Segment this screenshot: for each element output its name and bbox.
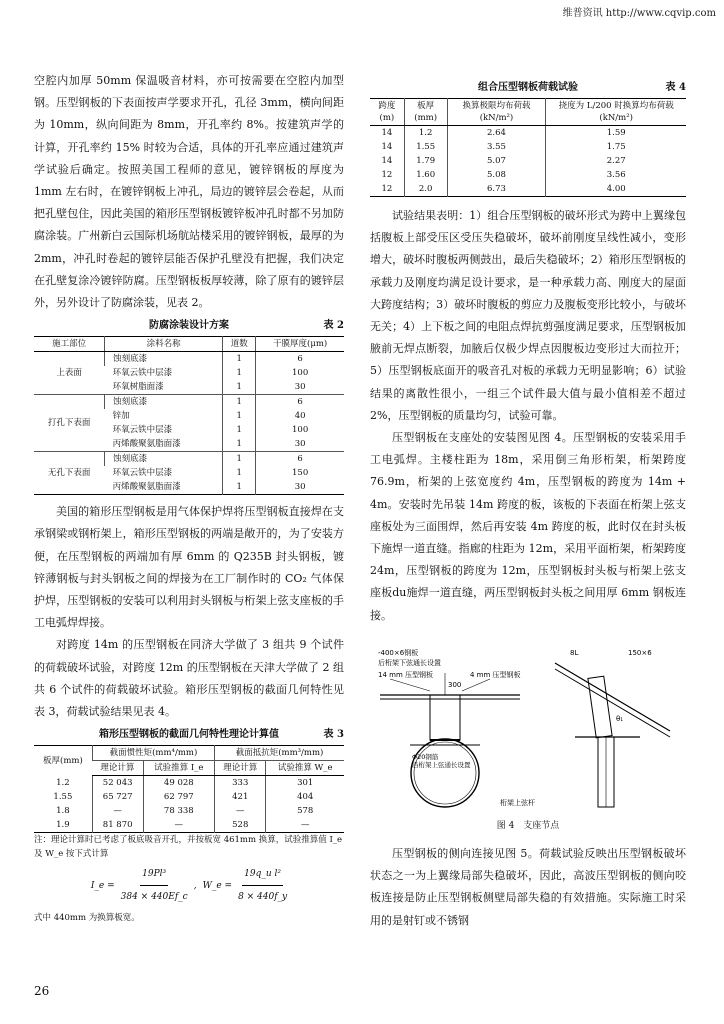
formula-ie-den: 384 × 440Ef_c	[120, 892, 188, 903]
table-row	[34, 452, 344, 467]
table2-cell: 1	[223, 395, 256, 410]
table3-caption	[34, 727, 344, 743]
formula-we-fraction	[238, 863, 287, 908]
table3-group-header: 截面抵抗矩(mm³/mm)	[215, 746, 344, 761]
table3-cell: —	[266, 818, 344, 833]
table3-title: 箱形压型钢板的截面几何特性理论计算值	[99, 729, 279, 741]
table2-cell: 1	[223, 437, 256, 452]
left-paragraph-2: 美国的箱形压型钢板是用气体保护焊将压型钢板直接焊在支承钢梁或钢桁架上，箱形压型钢板的两端是敞开的，为了安装方便，在压型钢板的两端加有厚 6mm 的 Q235B 封头钢板，镀锌薄钢板与封头钢板之间的焊接为在工厂制作时的 CO₂ 气体保护焊，压型钢板的安装可以利用封头钢板与桁架上弦支座板的手工电弧焊焊接。	[34, 505, 344, 630]
table4-cell: 2.0	[404, 182, 447, 197]
table4-cell: 2.27	[546, 154, 686, 168]
table3-cell: 1.2	[56, 778, 70, 789]
table2-cell: 锌加	[112, 411, 130, 422]
table3-cell: 578	[266, 804, 344, 818]
fig-label-top2: 后桁架下弦通长设置	[378, 658, 441, 667]
table4-title: 组合压型钢板荷载试验	[478, 82, 578, 93]
left-paragraph-1: 空腔内加厚 50mm 保温吸音材料，亦可按需要在空腔内加型钢。压型钢板的下表面按声学要求开孔，孔径 3mm，横向间距为 10mm，纵向间距为 8mm，开孔率约 8%。按建筑声学的计算，开孔率约 15% 时较为合适，具体的开孔率应通过建筑声学试验后确定。按照美国工程师的意见，镀锌钢板的厚度为 1mm 左右时，在镀锌钢板上冲孔，局边的镀锌层会卷起，从而把孔壁包住，因此美国的箱形压型钢板镀锌板冲孔时都不另加防腐涂装。广州新白云国际机场航站楼采用的镀锌钢板，最厚的为 2mm，冲孔时卷起的镀锌层能否保护孔壁没有把握，我们决定在孔壁复涂冷镀锌防腐。压型钢板板厚较薄，除了原有的镀锌层外，另外设计了防腐涂装，见表 2。	[34, 74, 344, 310]
table4-header: 挠度为 L/200 时换算均布荷载(kN/m²)	[546, 99, 686, 126]
fig-label-pipe2: 沿桁架上弦通长设置	[412, 760, 471, 769]
fig-label-theta: θ₁	[616, 714, 624, 723]
table4-cell: 12	[381, 170, 393, 180]
table3-note: 注：理论计算时已考虑了板底吸音开孔，并按板宽 461mm 换算，试验推算值 I_e 及 W_e 按下式计算	[34, 835, 343, 860]
table4-cell: 1.60	[404, 168, 447, 182]
table3-cell: 52 043	[92, 776, 143, 791]
table3-cell: —	[92, 804, 143, 818]
fig-label-top1: -400×6钢板	[378, 648, 419, 657]
table2-title: 防腐涂装设计方案	[149, 320, 229, 332]
table3-header: 板厚(mm)	[43, 756, 83, 767]
fig-label-pipe: Φ20钢筋	[412, 752, 439, 761]
formula-ie-fraction	[121, 863, 188, 908]
table4-cell: 14	[381, 128, 393, 138]
table2-header: 道数	[223, 337, 256, 352]
formula-we-den: 8 × 440f_y	[238, 892, 288, 903]
table4-cell: 1.75	[546, 140, 686, 154]
table-row	[370, 154, 686, 168]
table3-cell: 49 028	[143, 776, 215, 791]
formula-ie-num: 19Pl³	[140, 863, 168, 886]
figure-4	[370, 633, 686, 813]
table-row	[34, 818, 344, 833]
table2-cell: 100	[256, 423, 344, 437]
fig-label-dim: 300	[448, 680, 462, 689]
table4-cell: 2.64	[447, 126, 546, 141]
table-row	[34, 804, 344, 818]
table2-cell: 30	[256, 437, 344, 452]
table2-cell: 环氧云铁中层漆	[112, 468, 173, 479]
table2	[34, 336, 344, 495]
figure-4-caption: 图 4 支座节点	[496, 820, 560, 831]
table4-cell: 12	[381, 184, 393, 194]
table2-cell: 100	[256, 366, 344, 380]
table-row	[370, 140, 686, 154]
table3-cell: 78 338	[143, 804, 215, 818]
table4-header: 板厚(mm)	[404, 99, 447, 126]
table2-cell: 30	[256, 480, 344, 495]
left-paragraph-3: 对跨度 14m 的压型钢板在同济大学做了 3 组共 9 个试件的荷载破坏试验，对跨度 12m 的压型钢板在天津大学做了 2 组共 6 个试件的荷载破坏试验。箱形压型钢板的截面几何特性见表 3，荷载试验结果见表 4。	[34, 638, 344, 719]
table-row	[34, 395, 344, 410]
table4-header: 换算极限均布荷载(kN/m²)	[447, 99, 546, 126]
table3-subheader: 理论计算	[92, 761, 143, 776]
formula-ie-lhs: I_e =	[90, 880, 115, 891]
table3-cell: 421	[215, 790, 266, 804]
table2-caption	[34, 318, 344, 334]
right-paragraph-2: 压型钢板在支座处的安装图见图 4。压型钢板的安装采用手工电弧焊。主楼柱距为 18m，采用倒三角形桁架，桁架跨度 76.9m，桁架的上弦宽度约 4m，压型钢板的跨度为 14m + 4m。安装时先吊装 14m 跨度的板，该板的下表面在桁架上弦支座板处为三面围焊，然后再安装 4m 跨度的板，此时仅在封头板下施焊一道直缝。指廊的柱距为 12m，采用平面桁架，桁架跨度 24m，压型钢板的跨度为 12m，压型钢板封头板与桁架上弦支座板du施焊一道直缝，两压型钢板封头板之间用厚 6mm 钢板连接。	[370, 431, 686, 622]
left-column	[34, 70, 344, 925]
table3-cell: —	[215, 804, 266, 818]
table2-cell: 1	[223, 466, 256, 480]
table2-cell: 30	[256, 380, 344, 395]
table4	[370, 98, 686, 197]
table4-cell: 5.08	[447, 168, 546, 182]
fig-label-section: 8L	[570, 648, 579, 657]
table2-cell: 150	[256, 466, 344, 480]
table3-cell: —	[143, 818, 215, 833]
table4-cell: 5.07	[447, 154, 546, 168]
table4-cell: 14	[381, 142, 393, 152]
table3-cell: 1.8	[56, 806, 70, 817]
support-node-diagram	[370, 633, 686, 813]
table2-cell: 丙烯酸聚氨脂面漆	[112, 482, 181, 493]
table3	[34, 745, 344, 833]
table4-cell: 3.56	[546, 168, 686, 182]
formula-sep: ,	[193, 880, 197, 891]
table2-cell: 蚀刻底漆	[105, 395, 223, 410]
table3-subheader: 理论计算	[215, 761, 266, 776]
table4-number: 表 4	[665, 82, 686, 93]
table2-cell: 环氧树脂面漆	[112, 382, 164, 393]
table3-cell: 62 797	[143, 790, 215, 804]
table3-cell: 404	[266, 790, 344, 804]
table4-header: 跨度(m)	[370, 99, 404, 126]
formula	[34, 863, 344, 908]
fig-label-chord: 桁架上弦杆	[500, 798, 535, 807]
table-row	[34, 790, 344, 804]
table-row	[370, 182, 686, 197]
table2-cell: 蚀刻底漆	[105, 352, 223, 367]
table2-cell: 1	[223, 423, 256, 437]
right-column	[370, 76, 686, 932]
table2-cell: 1	[223, 480, 256, 495]
table3-group-header: 截面惯性矩(mm⁴/mm)	[92, 746, 214, 761]
table2-header: 涂料名称	[105, 337, 223, 352]
table3-subheader: 试验推算 W_e	[266, 761, 344, 776]
table-row	[34, 776, 344, 791]
table4-cell: 3.55	[447, 140, 546, 154]
table3-subheader: 试验推算 I_e	[143, 761, 215, 776]
table3-number: 表 3	[323, 729, 344, 741]
table2-cell: 环氧云铁中层漆	[112, 368, 173, 379]
table-row	[370, 168, 686, 182]
table2-cell: 1	[223, 352, 256, 367]
table3-cell: 81 870	[92, 818, 143, 833]
table2-cell: 丙烯酸聚氨脂面漆	[112, 439, 181, 450]
table2-number: 表 2	[323, 320, 344, 332]
table3-cell: 528	[215, 818, 266, 833]
table2-cell: 1	[223, 452, 256, 467]
table2-header: 施工部位	[34, 337, 105, 352]
table4-cell: 1.79	[404, 154, 447, 168]
table2-part: 无孔下表面	[34, 452, 105, 495]
table2-cell: 6	[256, 395, 344, 410]
right-paragraph-1: 试验结果表明：1）组合压型钢板的破坏形式为跨中上翼缘包括腹板上部受压区受压失稳破坏，破坏前刚度呈线性减小，变形增大，破坏时腹板两侧鼓出，最后失稳破坏；2）箱形压型钢板的承载力及刚度均满足设计要求，是一种承载力高、刚度大的屋面大跨度结构；3）破坏时腹板的剪应力及腹板变形比较小，与破坏无关；4）上下板之间的电阻点焊抗剪强度满足要求，压型钢板加腋前无焊点断裂，加腋后仅极少焊点因腹板边变形过大而拉开；5）压型钢板底面开的吸音孔对板的承载力无明显影响；6）试验结果的离散性很小，一组三个试件最大值与最小值相差不超过 2%，压型钢板的质量均匀，试验可靠。	[370, 209, 686, 422]
table2-cell: 环氧云铁中层漆	[112, 425, 173, 436]
table3-cell: 333	[215, 776, 266, 791]
table4-cell: 6.73	[447, 182, 546, 197]
table2-cell: 6	[256, 352, 344, 367]
right-paragraph-3: 压型钢板的侧向连接见图 5。荷载试验反映出压型钢板破坏状态之一为上翼缘局部失稳破坏，因此，高波压型钢板的侧向咬板连接是防止压型钢板侧壁局部失稳的有效措施。实际施工时采用的是射钉或不锈钢	[370, 847, 686, 927]
table3-cell: 1.9	[56, 820, 70, 831]
table4-cell: 1.59	[546, 126, 686, 141]
formula-we-lhs: W_e =	[202, 880, 233, 891]
fig-label-plate: 150×6	[628, 648, 652, 657]
table2-cell: 蚀刻底漆	[105, 452, 223, 467]
table3-note-2: 式中 440mm 为换算板宽。	[34, 912, 140, 923]
table-row	[370, 126, 686, 141]
table3-cell: 301	[266, 776, 344, 791]
table4-cell: 1.2	[404, 126, 447, 141]
table2-cell: 1	[223, 380, 256, 395]
fig-label-slab14: 14 mm 压型钢板	[378, 670, 433, 679]
table4-cell: 4.00	[546, 182, 686, 197]
table2-cell: 1	[223, 366, 256, 380]
table2-part: 打孔下表面	[34, 395, 105, 452]
table2-header: 干膜厚度(μm)	[256, 337, 344, 352]
table4-cell: 1.55	[404, 140, 447, 154]
table2-cell: 6	[256, 452, 344, 467]
watermark: 维普资讯 http://www.cqvip.com	[562, 8, 716, 19]
table4-cell: 14	[381, 156, 393, 166]
table3-cell: 65 727	[92, 790, 143, 804]
table2-cell: 40	[256, 409, 344, 423]
table2-part: 上表面	[34, 352, 105, 395]
page-number: 26	[34, 984, 50, 998]
table4-caption	[370, 80, 686, 96]
table2-cell: 1	[223, 409, 256, 423]
fig-label-slab4: 4 mm 压型钢板	[470, 670, 521, 679]
table-row	[34, 352, 344, 367]
table3-cell: 1.55	[53, 792, 73, 803]
formula-we-num: 19q_u l²	[242, 863, 283, 886]
